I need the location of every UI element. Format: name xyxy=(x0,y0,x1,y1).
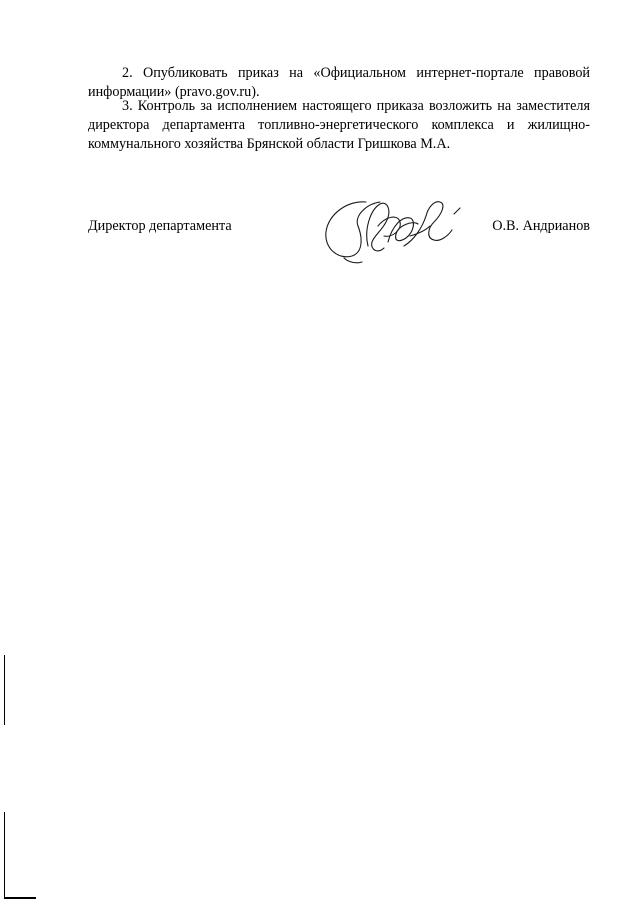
paragraph-item-3: 3. Контроль за исполнением настоящего приказа возложить на заместителя директора департамента топливно-энергетического комплекса и жилищно-коммунального хозяйства Брянской области Гришкова М.А. xyxy=(88,98,590,152)
handwritten-signature xyxy=(318,186,468,266)
signatory-name: О.В. Андрианов xyxy=(492,218,590,234)
scan-edge-mark-upper xyxy=(4,655,5,725)
signatory-title: Директор департамента xyxy=(88,218,232,234)
paragraph-item-2: 2. Опубликовать приказ на «Официальном интернет-портале правовой информации» (pravo.gov.ru). xyxy=(88,65,590,100)
scan-edge-mark-lower xyxy=(4,812,5,898)
scan-edge-mark-corner xyxy=(4,897,36,899)
